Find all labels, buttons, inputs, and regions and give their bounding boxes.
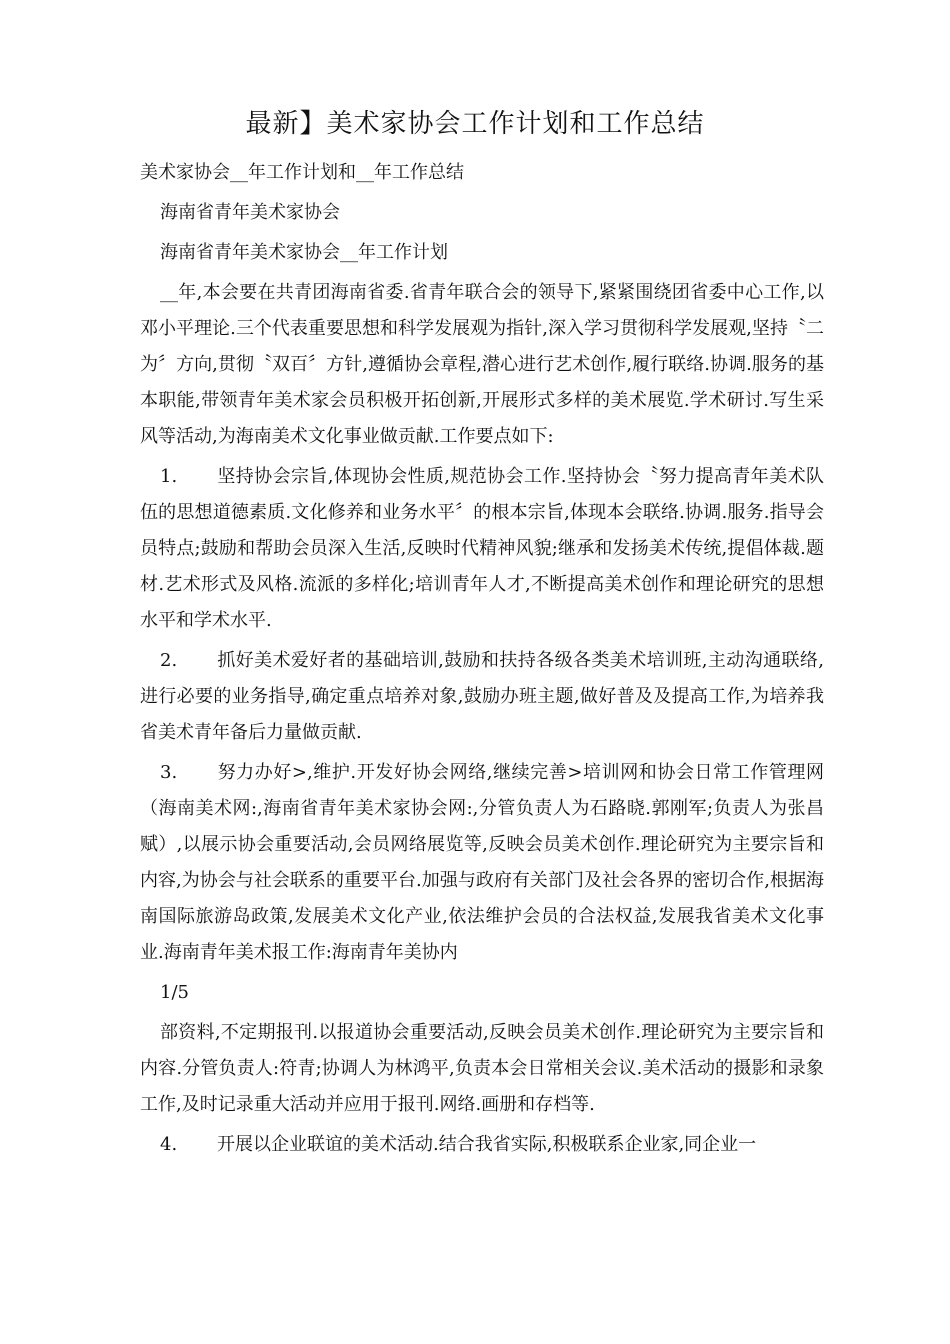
- organization-name: 海南省青年美术家协会: [160, 202, 340, 223]
- list-item-number: 1.: [160, 466, 178, 487]
- list-item-number: 2.: [160, 650, 178, 671]
- intro-paragraph: __年,本会要在共青团海南省委.省青年联合会的领导下,紧紧围绕团省委中心工作,以邓小平理论.三个代表重要思想和科学发展观为指针,深入学习贯彻科学发展观,坚持〝二为〞方向,贯彻〝双百〞方针,遵循协会章程,潜心进行艺术创作,履行联络.协调.服务的基本职能,带领青年美术家会员积极开拓创新,开展形式多样的美术展览.学术研讨.写生采风等活动,为海南美术文化事业做贡献.工作要点如下:: [140, 282, 824, 447]
- list-item-text: 努力办好>,维护.开发好协会网络,继续完善>培训网和协会日常工作管理网（海南美术网:,海南省青年美术家协会网:,分管负责人为石路晓.郭刚军;负责人为张昌赋）,以展示协会重要活动,会员网络展览等,反映会员美术创作.理论研究为主要宗旨和内容,为协会与社会联系的重要平台.加强与政府有关部门及社会各界的密切合作,根据海南国际旅游岛政策,发展美术文化产业,依法维护会员的合法权益,发展我省美术文化事业.海南青年美术报工作:海南青年美协内: [140, 762, 824, 963]
- list-item: [140, 459, 824, 639]
- list-item: [140, 1127, 824, 1163]
- list-item-text: 开展以企业联谊的美术活动.结合我省实际,积极联系企业家,同企业一: [217, 1134, 757, 1155]
- continuation-paragraph: 部资料,不定期报刊.以报道协会重要活动,反映会员美术创作.理论研究为主要宗旨和内容.分管负责人:符青;协调人为林鸿平,负责本会日常相关会议.美术活动的摄影和录象工作,及时记录重大活动并应用于报刊.网络.画册和存档等.: [140, 1022, 824, 1115]
- list-item: [140, 755, 824, 971]
- page-number: 1/5: [160, 982, 189, 1003]
- list-item-number: 4.: [160, 1134, 178, 1155]
- document-body: [140, 155, 824, 1163]
- list-item-text: 坚持协会宗旨,体现协会性质,规范协会工作.坚持协会〝努力提高青年美术队伍的思想道德素质.文化修养和业务水平〞的根本宗旨,体现本会联络.协调.服务.指导会员特点;鼓励和帮助会员深入生活,反映时代精神风貌;继承和发扬美术传统,提倡体裁.题材.艺术形式及风格.流派的多样化;培训青年人才,不断提高美术创作和理论研究的思想水平和学术水平.: [140, 466, 824, 631]
- plan-title: 海南省青年美术家协会__年工作计划: [160, 242, 448, 263]
- document-subtitle: 美术家协会__年工作计划和__年工作总结: [140, 162, 464, 183]
- list-item-number: 3.: [160, 762, 178, 783]
- list-item-text: 抓好美术爱好者的基础培训,鼓励和扶持各级各类美术培训班,主动沟通联络,进行必要的业务指导,确定重点培养对象,鼓励办班主题,做好普及及提高工作,为培养我省美术青年备后力量做贡献.: [140, 650, 824, 743]
- list-item: [140, 643, 824, 751]
- document-title: 最新】美术家协会工作计划和工作总结: [245, 109, 705, 139]
